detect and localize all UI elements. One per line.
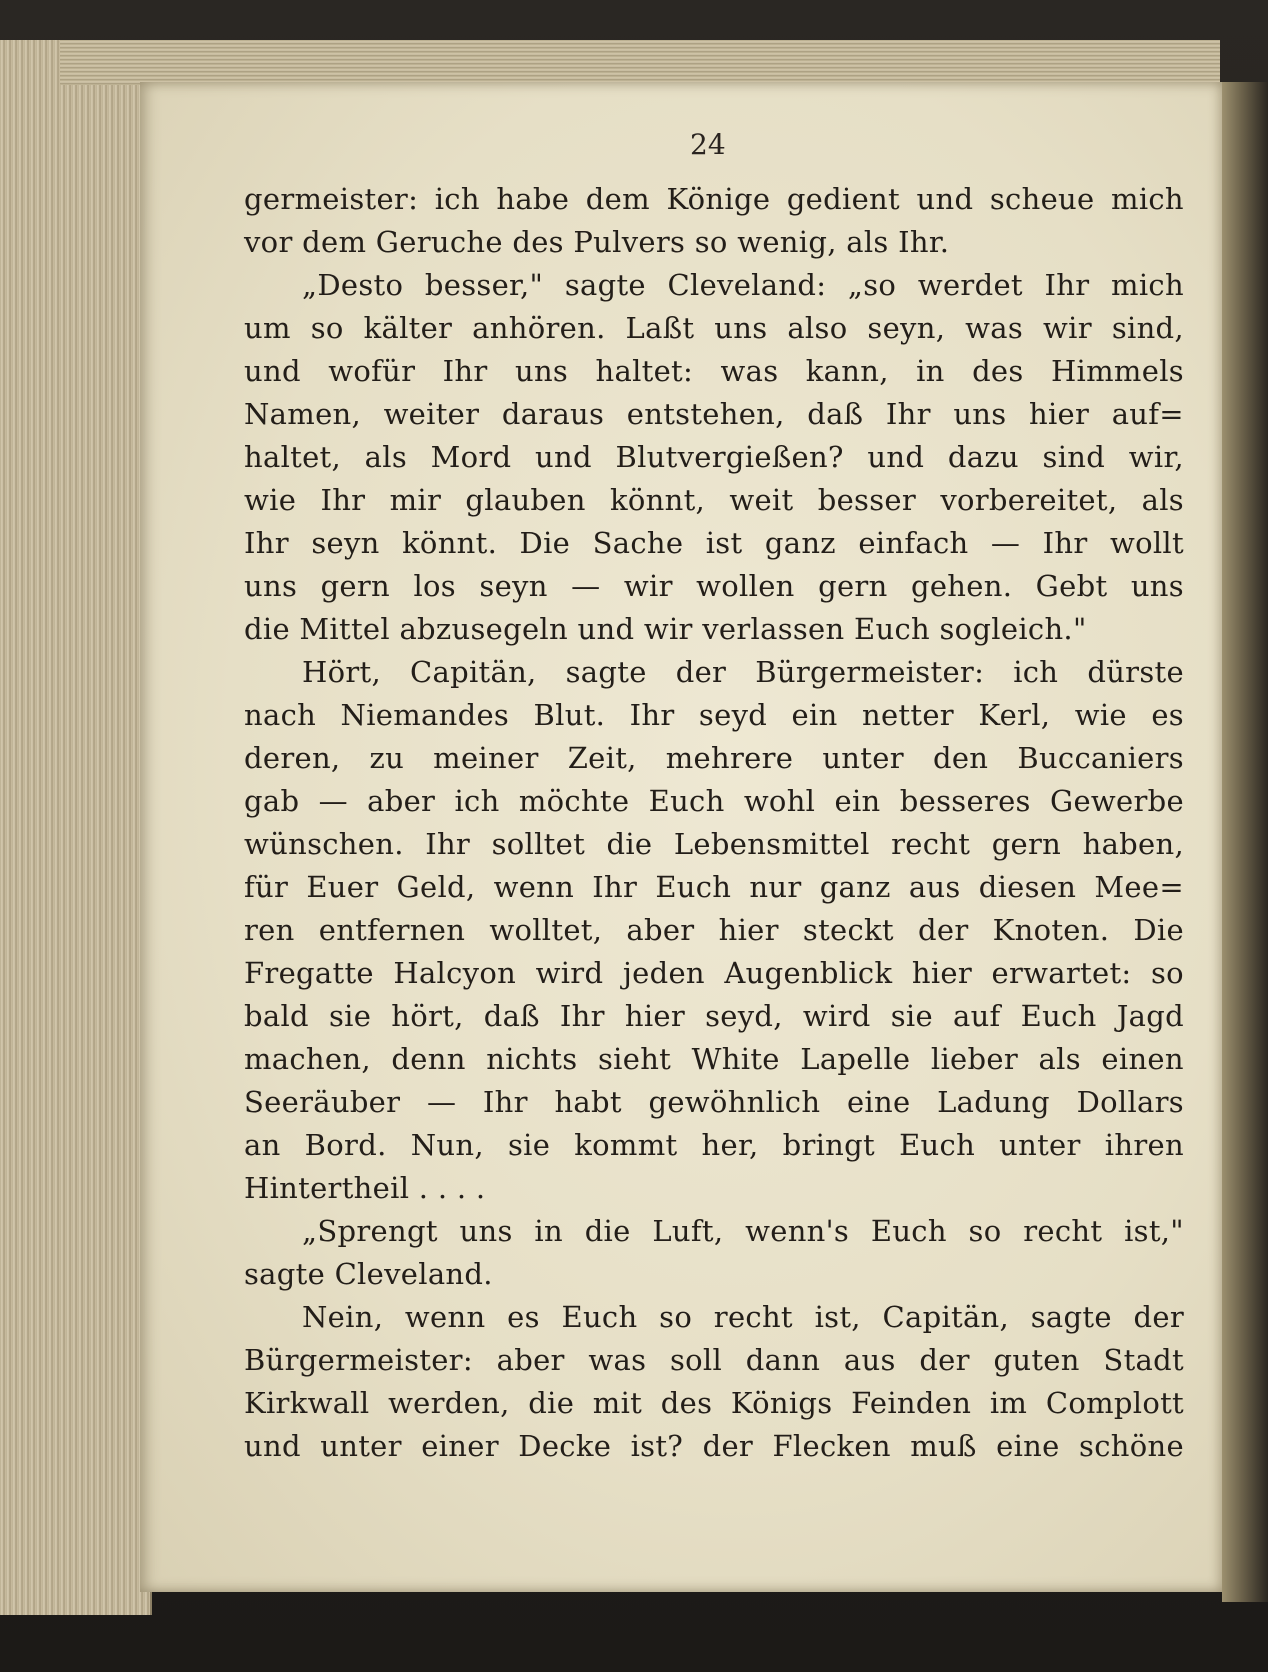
text-line: Fregatte Halcyon wird jeden Augenblick hier erwartet: so: [244, 956, 1184, 990]
book-gutter-shadow: [1222, 82, 1268, 1602]
text-line: wünschen. Ihr solltet die Lebensmittel recht gern haben,: [244, 827, 1184, 861]
text-line: um so kälter anhören. Laßt uns also seyn, was wir sind,: [244, 311, 1184, 345]
page-text: [244, 178, 1184, 1468]
text-line: für Euer Geld, wenn Ihr Euch nur ganz aus diesen Mee=: [244, 870, 1184, 904]
text-line: germeister: ich habe dem Könige gedient und scheue mich: [244, 182, 1184, 216]
text-line: Hintertheil . . . .: [244, 1171, 486, 1205]
text-line: Kirkwall werden, die mit des Königs Feinden im Complott: [244, 1386, 1184, 1420]
text-line: deren, zu meiner Zeit, mehrere unter den Buccaniers: [244, 741, 1184, 775]
text-line: wie Ihr mir glauben könnt, weit besser vorbereitet, als: [244, 483, 1184, 517]
text-line: Seeräuber — Ihr habt gewöhnlich eine Ladung Dollars: [244, 1085, 1184, 1119]
text-line: die Mittel abzusegeln und wir verlassen Euch sogleich.": [244, 612, 1087, 646]
text-line: haltet, als Mord und Blutvergießen? und dazu sind wir,: [244, 440, 1184, 474]
book-top-edges: [60, 40, 1220, 85]
text-line: Ihr seyn könnt. Die Sache ist ganz einfach — Ihr wollt: [244, 526, 1184, 560]
text-line: nach Niemandes Blut. Ihr seyd ein netter Kerl, wie es: [244, 698, 1184, 732]
text-line: an Bord. Nun, sie kommt her, bringt Euch unter ihren: [244, 1128, 1184, 1162]
text-line: und wofür Ihr uns haltet: was kann, in des Himmels: [244, 354, 1184, 388]
text-line: uns gern los seyn — wir wollen gern gehen. Gebt uns: [244, 569, 1184, 603]
text-line: Hört, Capitän, sagte der Bürgermeister: ich dürste: [302, 655, 1184, 689]
text-line: und unter einer Decke ist? der Flecken muß eine schöne: [244, 1429, 1184, 1463]
text-line: Bürgermeister: aber was soll dann aus der guten Stadt: [244, 1343, 1184, 1377]
text-line: ren entfernen wolltet, aber hier steckt der Knoten. Die: [244, 913, 1184, 947]
page-number: 24: [690, 128, 726, 161]
book-page-edges: [0, 40, 152, 1615]
text-line: vor dem Geruche des Pulvers so wenig, als Ihr.: [244, 225, 950, 259]
text-line: „Sprengt uns in die Luft, wenn's Euch so recht ist,": [302, 1214, 1184, 1248]
text-line: „Desto besser," sagte Cleveland: „so werdet Ihr mich: [302, 268, 1184, 302]
text-line: bald sie hört, daß Ihr hier seyd, wird sie auf Euch Jagd: [244, 999, 1184, 1033]
text-line: Namen, weiter daraus entstehen, daß Ihr uns hier auf=: [244, 397, 1184, 431]
text-line: sagte Cleveland.: [244, 1257, 493, 1291]
text-line: machen, denn nichts sieht White Lapelle lieber als einen: [244, 1042, 1184, 1076]
text-line: gab — aber ich möchte Euch wohl ein besseres Gewerbe: [244, 784, 1184, 818]
text-line: Nein, wenn es Euch so recht ist, Capitän, sagte der: [302, 1300, 1184, 1334]
